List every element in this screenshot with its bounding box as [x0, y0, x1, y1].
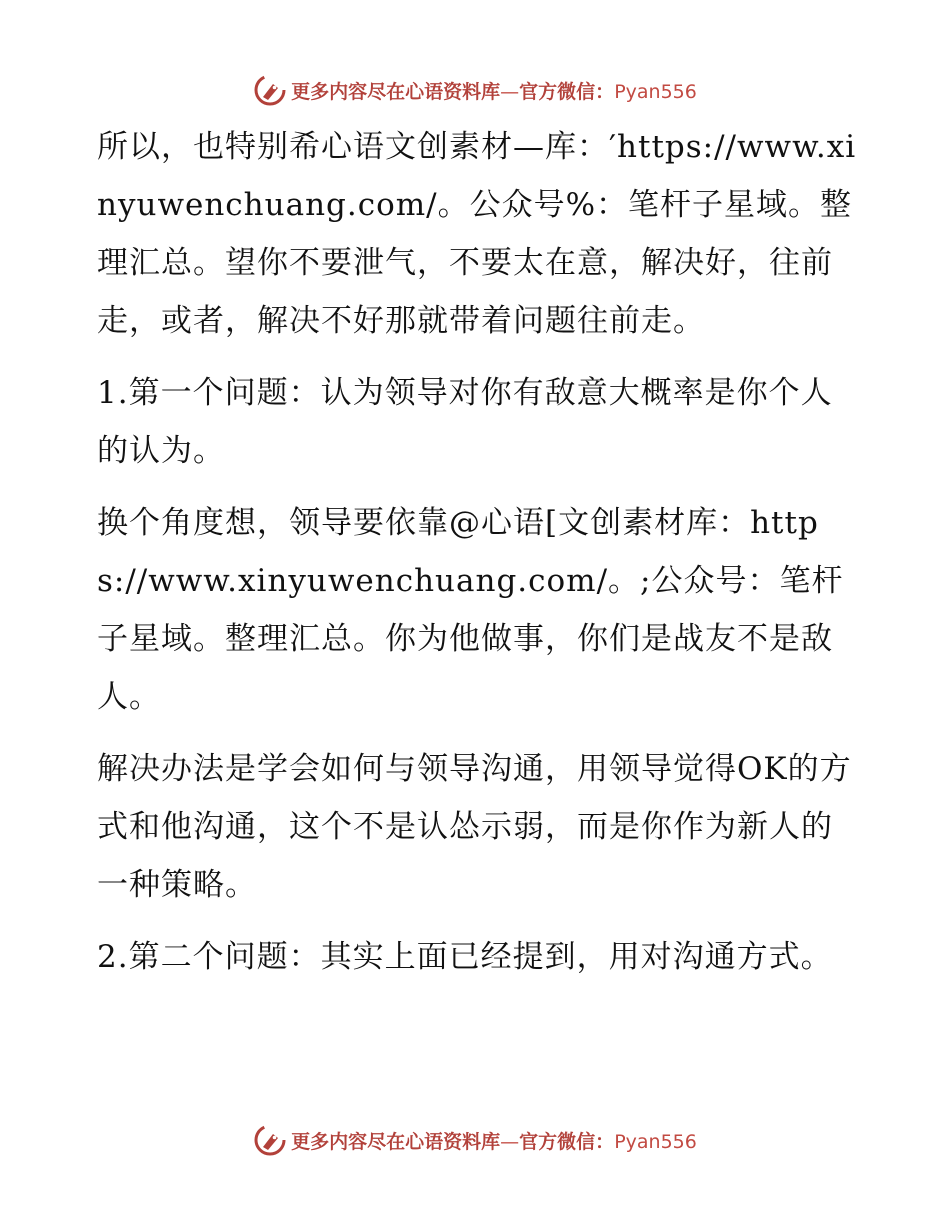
pen-nib-logo-icon [253, 1123, 287, 1157]
document-body [97, 118, 857, 1000]
footer-contact-label: 官方微信： [519, 1130, 615, 1153]
paragraph: 1.第一个问题：认为领导对你有敌意大概率是你个人的认为。 [97, 375, 833, 469]
header-contact-id: Pyan556 [614, 80, 697, 103]
header-separator: — [500, 80, 520, 103]
paragraph: 2.第二个问题：其实上面已经提到，用对沟通方式。 [97, 939, 833, 975]
paragraph: 所以，也特别希心语文创素材—库：′https://www.xinyuwenchuang.com/。公众号%：笔杆子星域。整理汇总。望你不要泄气，不要太在意，解决好，往前走，或者，解决不好那就带着问题往前走。 [97, 129, 857, 339]
header-watermark [0, 70, 950, 110]
header-contact-label: 官方微信： [519, 80, 615, 103]
pen-nib-logo-icon [253, 73, 287, 107]
footer-contact-id: Pyan556 [614, 1130, 697, 1153]
paragraph: 换个角度想，领导要依靠@心语[文创素材库：https://www.xinyuwenchuang.com/。;公众号：笔杆子星域。整理汇总。你为他做事，你们是战友不是敌人。 [97, 505, 844, 715]
footer-brand: 更多内容尽在心语资料库 [291, 1130, 501, 1153]
footer-separator: — [500, 1130, 520, 1153]
paragraph: 解决办法是学会如何与领导沟通，用领导觉得OK的方式和他沟通，这个不是认怂示弱，而是你作为新人的一种策略。 [97, 751, 852, 903]
footer-watermark [0, 1120, 950, 1160]
header-brand: 更多内容尽在心语资料库 [291, 80, 501, 103]
